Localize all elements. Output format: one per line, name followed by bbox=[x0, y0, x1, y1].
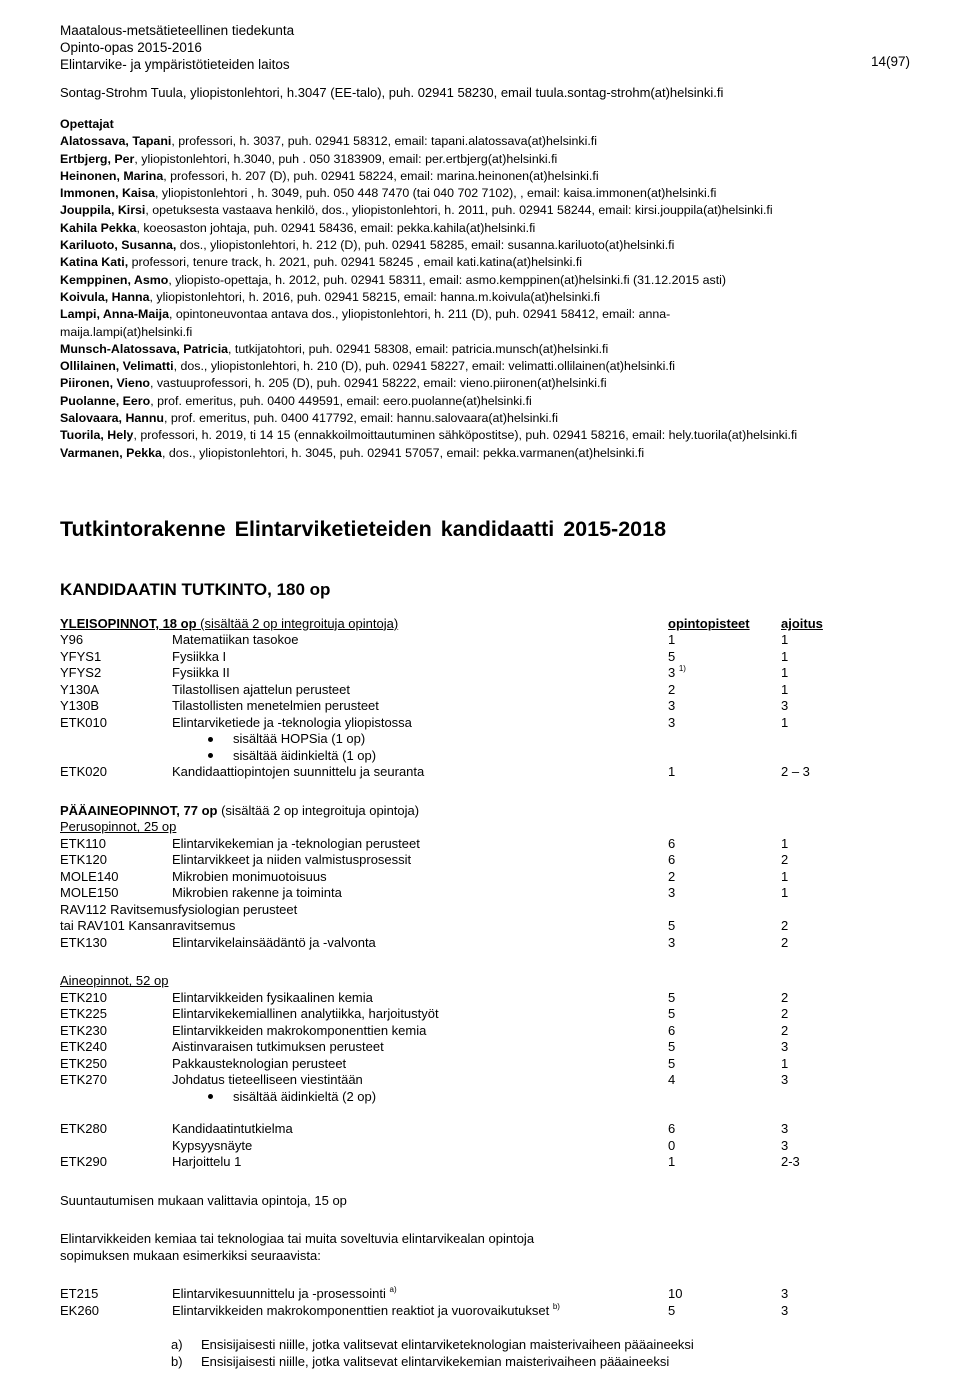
orientation-heading-row bbox=[60, 1193, 851, 1210]
teacher-details: , professori, h. 2019, ti 14 15 (ennakkoilmoittautuminen sähköpostitse), puh. 02941 58216, email: hely.tuorila(at)helsinki.fi bbox=[133, 428, 798, 443]
teacher-details: maija.lampi(at)helsinki.fi bbox=[60, 324, 193, 339]
table-row: YFYS2 Fysiikka II 3 $^{1)}$ 1 bbox=[60, 664, 789, 681]
teacher-entry bbox=[60, 393, 910, 410]
teacher-entry bbox=[60, 445, 910, 462]
general-studies-header-row bbox=[60, 616, 851, 633]
teacher-entry bbox=[60, 410, 910, 427]
teacher-entry bbox=[60, 133, 910, 150]
footnote-marker: 1) bbox=[678, 664, 686, 674]
teacher-name: Heinonen, Marina bbox=[60, 168, 164, 183]
teachers-heading: Opettajat bbox=[60, 117, 114, 131]
teacher-details: , dos., yliopistonlehtori, h. 3045, puh. 02941 57057, email: pekka.varmanen(at)helsinki.fi bbox=[161, 445, 645, 460]
basic-studies-heading: Perusopinnot, 25 op bbox=[60, 819, 177, 835]
major-studies-heading: PÄÄAINEOPINNOT, 77 op (sisältää 2 op integroituja opintoja) bbox=[60, 802, 420, 818]
teacher-entry bbox=[60, 306, 910, 323]
teacher-name: Katina Kati, bbox=[60, 255, 129, 270]
teacher-details: dos., yliopistonlehtori, h. 212 (D), puh. 02941 58285, email: susanna.kariluoto(at)helsinki.fi bbox=[176, 238, 675, 253]
teacher-details: , professori, h. 3037, puh. 02941 58312, email: tapani.alatossava(at)helsinki.fi bbox=[171, 134, 598, 149]
teacher-details: , yliopisto-opettaja, h. 2012, puh. 02941 58311, email: asmo.kemppinen(at)helsinki.fi (31.12.2015 asti) bbox=[168, 272, 727, 287]
table-row: tai RAV101 Kansanravitsemus 5 2 bbox=[60, 918, 789, 934]
teacher-name: Munsch-Alatossava, Patricia bbox=[60, 341, 229, 356]
general-studies-heading: YLEISOPINNOT, 18 op (sisältää 2 op integroituja opintoja) bbox=[60, 615, 399, 631]
teacher-entry bbox=[60, 375, 910, 392]
table-row: ETK130 Elintarvikelainsäädäntö ja -valvonta 3 2 bbox=[60, 934, 789, 950]
guide-title: Opinto-opas 2015-2016 bbox=[60, 40, 202, 55]
teacher-name: Jouppila, Kirsi bbox=[60, 203, 146, 218]
footnotes bbox=[171, 1337, 910, 1370]
teacher-entry bbox=[60, 151, 910, 168]
degree-heading: KANDIDAATIN TUTKINTO, 180 op bbox=[60, 579, 331, 599]
credits-column-header: opintopisteet bbox=[668, 615, 750, 631]
table-row: ETK290 Harjoittelu 1 1 2-3 bbox=[60, 1154, 800, 1170]
teacher-details: professori, tenure track, h. 2021, puh. 02941 58245 , email kati.katina(at)helsinki.fi bbox=[128, 255, 583, 270]
teacher-details: , koeosaston johtaja, puh. 02941 58436, email: pekka.kahila(at)helsinki.fi bbox=[136, 220, 536, 235]
footnote-marker: b) bbox=[552, 1301, 560, 1311]
basic-studies-header-row bbox=[60, 819, 851, 836]
teacher-entry bbox=[60, 237, 910, 254]
bullet-item: sisältää äidinkieltä (1 op) bbox=[60, 748, 851, 765]
teacher-details: , vastuuprofessori, h. 205 (D), puh. 02941 58222, email: vieno.piironen(at)helsinki.fi bbox=[149, 376, 607, 391]
course-table bbox=[60, 616, 851, 1320]
teacher-details: , professori, h. 207 (D), puh. 02941 58224, email: marina.heinonen(at)helsinki.fi bbox=[163, 168, 599, 183]
teacher-details: , tutkijatohtori, puh. 02941 58308, email: patricia.munsch(at)helsinki.fi bbox=[228, 341, 609, 356]
table-row: ETK110 Elintarvikekemian ja -teknologian perusteet 6 1 bbox=[60, 835, 789, 851]
teacher-name: Kahila Pekka bbox=[60, 220, 137, 235]
major-studies-header-row bbox=[60, 803, 851, 820]
teacher-name: Lampi, Anna-Maija bbox=[60, 307, 170, 322]
teacher-entry bbox=[60, 289, 910, 306]
bullet-item: sisältää äidinkieltä (2 op) bbox=[60, 1089, 851, 1106]
teacher-entry bbox=[60, 427, 910, 444]
footnote: a) Ensisijaisesti niille, jotka valitsevat elintarviketeknologian maisterivaiheen pääaineeksi bbox=[171, 1337, 694, 1353]
table-row: ETK270 Johdatus tieteelliseen viestintään 4 3 bbox=[60, 1072, 789, 1088]
table-row: ETK010 Elintarviketiede ja -teknologia yliopistossa 3 1 bbox=[60, 714, 789, 730]
teacher-details: , opetuksesta vastaava henkilö, dos., yliopistonlehtori, h. 2011, puh. 02941 58244, email: kirsi.jouppila(at)helsinki.fi bbox=[145, 203, 773, 218]
table-row: EK260 Elintarvikkeiden makrokomponenttien reaktiot ja vuorovaikutukset $^{b)}$ 5 3 bbox=[60, 1301, 789, 1318]
orientation-paragraph-line: sopimuksen mukaan esimerkiksi seuraavista: bbox=[60, 1247, 321, 1263]
table-row: ETK230 Elintarvikkeiden makrokomponenttien kemia 6 2 bbox=[60, 1022, 789, 1038]
table-row: MOLE150 Mikrobien rakenne ja toiminta 3 1 bbox=[60, 885, 789, 901]
teacher-name: Alatossava, Tapani bbox=[60, 134, 172, 149]
teacher-entry bbox=[60, 168, 910, 185]
table-row: ETK250 Pakkausteknologian perusteet 5 1 bbox=[60, 1055, 789, 1071]
document-page bbox=[60, 22, 910, 1370]
teacher-entry bbox=[60, 272, 910, 289]
teacher-name: Ertbjerg, Per bbox=[60, 151, 135, 166]
teacher-name: Piironen, Vieno bbox=[60, 376, 150, 391]
table-row: ETK210 Elintarvikkeiden fysikaalinen kemia 5 2 bbox=[60, 989, 789, 1005]
teacher-name: Ollilainen, Velimatti bbox=[60, 359, 174, 374]
table-row: YFYS1 Fysiikka I 5 1 bbox=[60, 648, 789, 664]
teacher-entry bbox=[60, 202, 910, 219]
teacher-entry bbox=[60, 220, 910, 237]
table-row: Y130A Tilastollisen ajattelun perusteet 2 1 bbox=[60, 681, 789, 697]
teacher-name: Tuorila, Hely bbox=[60, 428, 134, 443]
orientation-heading: Suuntautumisen mukaan valittavia opintoja, 15 op bbox=[60, 1192, 347, 1208]
table-row: ETK280 Kandidaatintutkielma 6 3 bbox=[60, 1121, 789, 1137]
bullet-item: sisältää HOPSia (1 op) bbox=[60, 731, 851, 748]
page-header bbox=[60, 22, 910, 73]
table-row: ET215 Elintarvikesuunnittelu ja -prosessointi $^{a)}$ 10 3 bbox=[60, 1285, 789, 1302]
teacher-entry bbox=[60, 341, 910, 358]
table-row: ETK225 Elintarvikekemiallinen analytiikka, harjoitustyöt 5 2 bbox=[60, 1006, 789, 1022]
teacher-details: , opintoneuvontaa antava dos., yliopistonlehtori, h. 211 (D), puh. 02941 58412, email: anna- bbox=[169, 307, 671, 322]
contact-block bbox=[60, 84, 910, 101]
table-row: Y96 Matematiikan tasokoe 1 1 bbox=[60, 632, 789, 648]
orientation-paragraph-line: Elintarvikkeiden kemiaa tai teknologiaa tai muita soveltuvia elintarvikealan opintoja bbox=[60, 1231, 535, 1247]
bullet-icon bbox=[208, 1094, 213, 1099]
teacher-name: Varmanen, Pekka bbox=[60, 445, 162, 460]
teacher-details: , prof. emeritus, puh. 0400 417792, email: hannu.salovaara(at)helsinki.fi bbox=[163, 411, 558, 426]
teacher-name: Salovaara, Hannu bbox=[60, 411, 164, 426]
page-title: Tutkintorakenne Elintarviketieteiden kandidaatti 2015-2018 bbox=[60, 516, 667, 541]
teacher-details: , yliopistonlehtori, h. 2016, puh. 02941 58215, email: hanna.m.koivula(at)helsinki.fi bbox=[149, 289, 600, 304]
page-number: 14(97) bbox=[870, 54, 910, 69]
table-row: ETK240 Aistinvaraisen tutkimuksen perusteet 5 3 bbox=[60, 1039, 789, 1055]
teacher-name: Kariluoto, Susanna, bbox=[60, 238, 177, 253]
teacher-name: Immonen, Kaisa bbox=[60, 186, 156, 201]
teacher-name: Puolanne, Eero bbox=[60, 393, 151, 408]
intermediate-studies-heading: Aineopinnot, 52 op bbox=[60, 973, 169, 989]
bullet-icon bbox=[208, 753, 213, 758]
table-row: ETK120 Elintarvikkeet ja niiden valmistusprosessit 6 2 bbox=[60, 852, 789, 868]
intermediate-studies-header-row bbox=[60, 973, 851, 990]
teacher-entry bbox=[60, 254, 910, 271]
teacher-details: , prof. emeritus, puh. 0400 449591, email: eero.puolanne(at)helsinki.fi bbox=[150, 393, 532, 408]
footnote-marker: a) bbox=[389, 1285, 397, 1295]
footnote: b) Ensisijaisesti niille, jotka valitsevat elintarvikekemian maisterivaiheen pääaineeksi bbox=[171, 1353, 670, 1369]
top-contact: Sontag-Strohm Tuula, yliopistonlehtori, h.3047 (EE-talo), puh. 02941 58230, email tuula.sontag-strohm(at)helsinki.fi bbox=[60, 85, 724, 100]
department-name: Elintarvike- ja ympäristötieteiden laitos bbox=[60, 57, 290, 72]
teacher-list bbox=[60, 116, 910, 462]
teacher-details: , yliopistonlehtori , h. 3049, puh. 050 448 7470 (tai 040 702 7102), , email: kaisa.immonen(at)helsinki.fi bbox=[155, 186, 717, 201]
table-row: RAV112 Ravitsemusfysiologian perusteet bbox=[60, 901, 298, 917]
teacher-entry bbox=[60, 358, 910, 375]
table-row: Y130B Tilastollisten menetelmien perusteet 3 3 bbox=[60, 698, 789, 714]
teacher-details: , dos., yliopistonlehtori, h. 210 (D), puh. 02941 58227, email: velimatti.ollilainen(at)helsinki.fi bbox=[173, 359, 676, 374]
bullet-icon bbox=[208, 737, 213, 742]
teacher-name: Koivula, Hanna bbox=[60, 289, 150, 304]
teacher-details: , yliopistonlehtori, h.3040, puh . 050 3183909, email: per.ertbjerg(at)helsinki.fi bbox=[134, 151, 558, 166]
table-row: MOLE140 Mikrobien monimuotoisuus 2 1 bbox=[60, 868, 789, 884]
teacher-entry-continued bbox=[60, 324, 910, 341]
table-row: ETK020 Kandidaattiopintojen suunnittelu ja seuranta 1 2 – 3 bbox=[60, 764, 810, 780]
table-row: Kypsyysnäyte 0 3 bbox=[172, 1137, 789, 1153]
timing-column-header: ajoitus bbox=[781, 615, 823, 631]
teacher-name: Kemppinen, Asmo bbox=[60, 272, 169, 287]
faculty-name: Maatalous-metsätieteellinen tiedekunta bbox=[60, 23, 295, 38]
teacher-entry bbox=[60, 185, 910, 202]
